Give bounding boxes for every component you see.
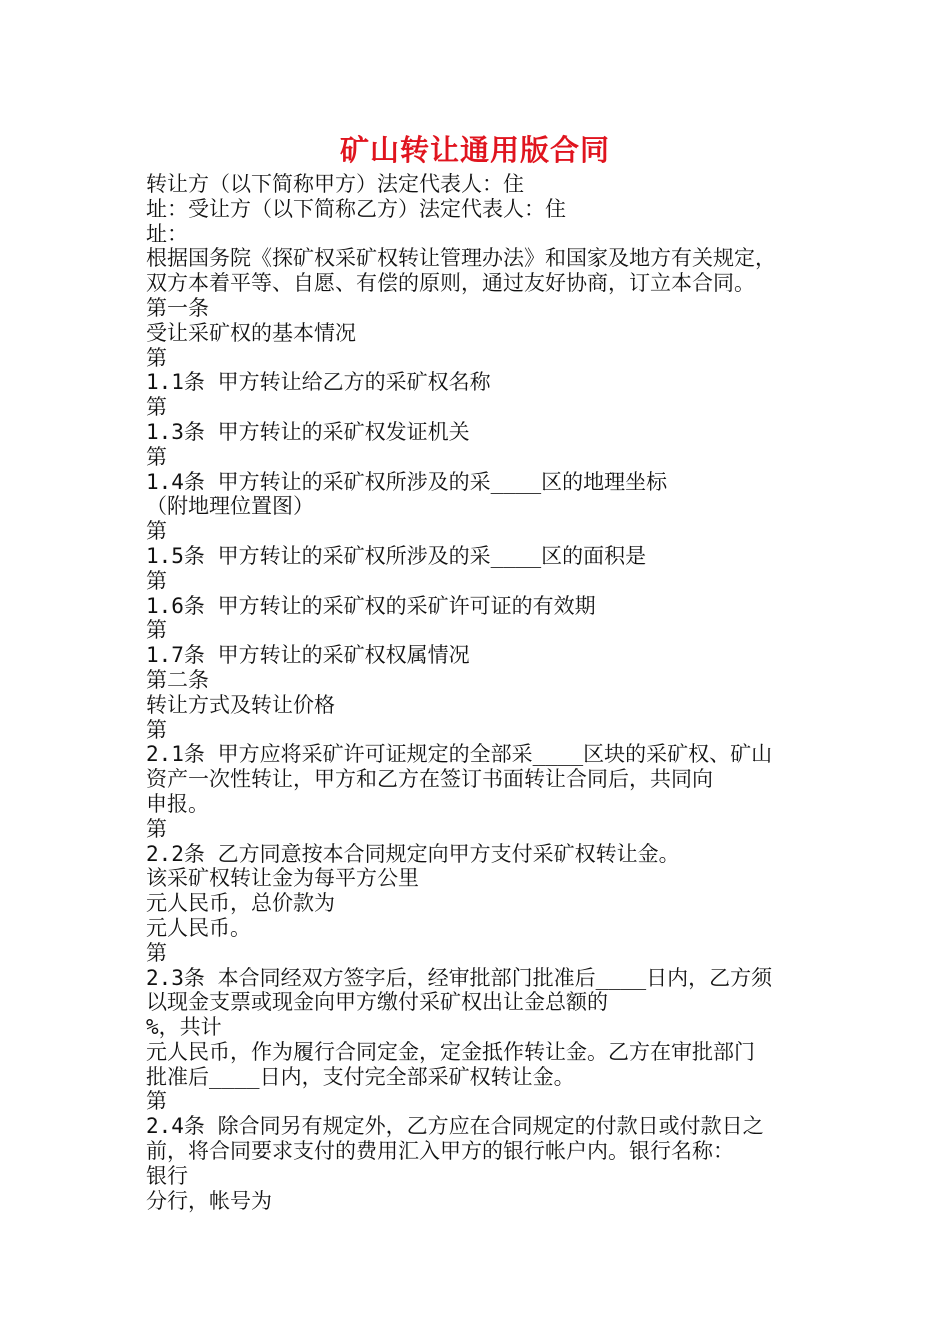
text-line: 该采矿权转让金为每平方公里 (146, 866, 419, 891)
text-line: %，共计 (146, 1015, 222, 1040)
clause-line: 1.5条 甲方转让的采矿权所涉及的采____区的面积是 (146, 543, 647, 568)
text-line: 第 (146, 717, 167, 742)
text-line: 第 (146, 940, 167, 965)
clause-line: 1.4条 甲方转让的采矿权所涉及的采____区的地理坐标 (146, 469, 668, 494)
text-line: 申报。 (146, 791, 209, 816)
text-line: 银行 (146, 1163, 188, 1188)
document-title: 矿山转让通用版合同 (339, 133, 610, 167)
text-line: （附地理位置图） (146, 494, 314, 519)
text-line: 第 (146, 568, 167, 593)
text-line: 以现金支票或现金向甲方缴付采矿权出让金总额的 (146, 990, 608, 1015)
text-line: 双方本着平等、自愿、有偿的原则，通过友好协商，订立本合同。 (146, 271, 755, 296)
text-line: 第 (146, 1089, 167, 1114)
text-line: 转让方（以下简称甲方）法定代表人：住 (146, 172, 524, 196)
clause-line: 2.2条 乙方同意按本合同规定向甲方支付采矿权转让金。 (146, 841, 680, 866)
text-line: 第 (146, 519, 167, 544)
text-line: 元人民币，作为履行合同定金，定金抵作转让金。乙方在审批部门 (146, 1039, 755, 1064)
text-line: 第 (146, 816, 167, 841)
clause-line: 2.4条 除合同另有规定外，乙方应在合同规定的付款日或付款日之 (146, 1114, 764, 1139)
text-line: 第 (146, 395, 167, 420)
clause-line: 1.1条 甲方转让给乙方的采矿权名称 (146, 370, 491, 395)
text-line: 资产一次性转让，甲方和乙方在签订书面转让合同后，共同向 (146, 767, 713, 792)
article-heading: 第一条 (146, 295, 209, 320)
text-line: 受让采矿权的基本情况 (146, 320, 356, 345)
text-line: 分行，帐号为 (146, 1188, 272, 1213)
article-heading: 第二条 (146, 667, 209, 692)
clause-line: 1.7条 甲方转让的采矿权权属情况 (146, 643, 470, 668)
text-line: 元人民币。 (146, 915, 251, 940)
text-line: 前，将合同要求支付的费用汇入甲方的银行帐户内。银行名称： (146, 1139, 734, 1164)
text-line: 址：受让方（以下简称乙方）法定代表人：住 (146, 196, 566, 221)
text-line: 批准后____日内，支付完全部采矿权转让金。 (146, 1064, 575, 1089)
text-line: 第 (146, 444, 167, 469)
clause-line: 2.1条 甲方应将采矿许可证规定的全部采____区块的采矿权、矿山 (146, 742, 773, 767)
text-line: 第 (146, 618, 167, 643)
text-line: 转让方式及转让价格 (146, 692, 335, 717)
clause-line: 2.3条 本合同经双方签字后，经审批部门批准后____日内，乙方须 (146, 965, 773, 990)
text-line: 元人民币，总价款为 (146, 891, 335, 916)
clause-line: 1.3条 甲方转让的采矿权发证机关 (146, 419, 470, 444)
clause-line: 1.6条 甲方转让的采矿权的采矿许可证的有效期 (146, 593, 596, 618)
text-line: 第 (146, 345, 167, 370)
document-body (146, 172, 836, 1213)
text-line: 根据国务院《探矿权采矿权转让管理办法》和国家及地方有关规定， (146, 246, 776, 271)
text-line: 址： (146, 221, 188, 246)
